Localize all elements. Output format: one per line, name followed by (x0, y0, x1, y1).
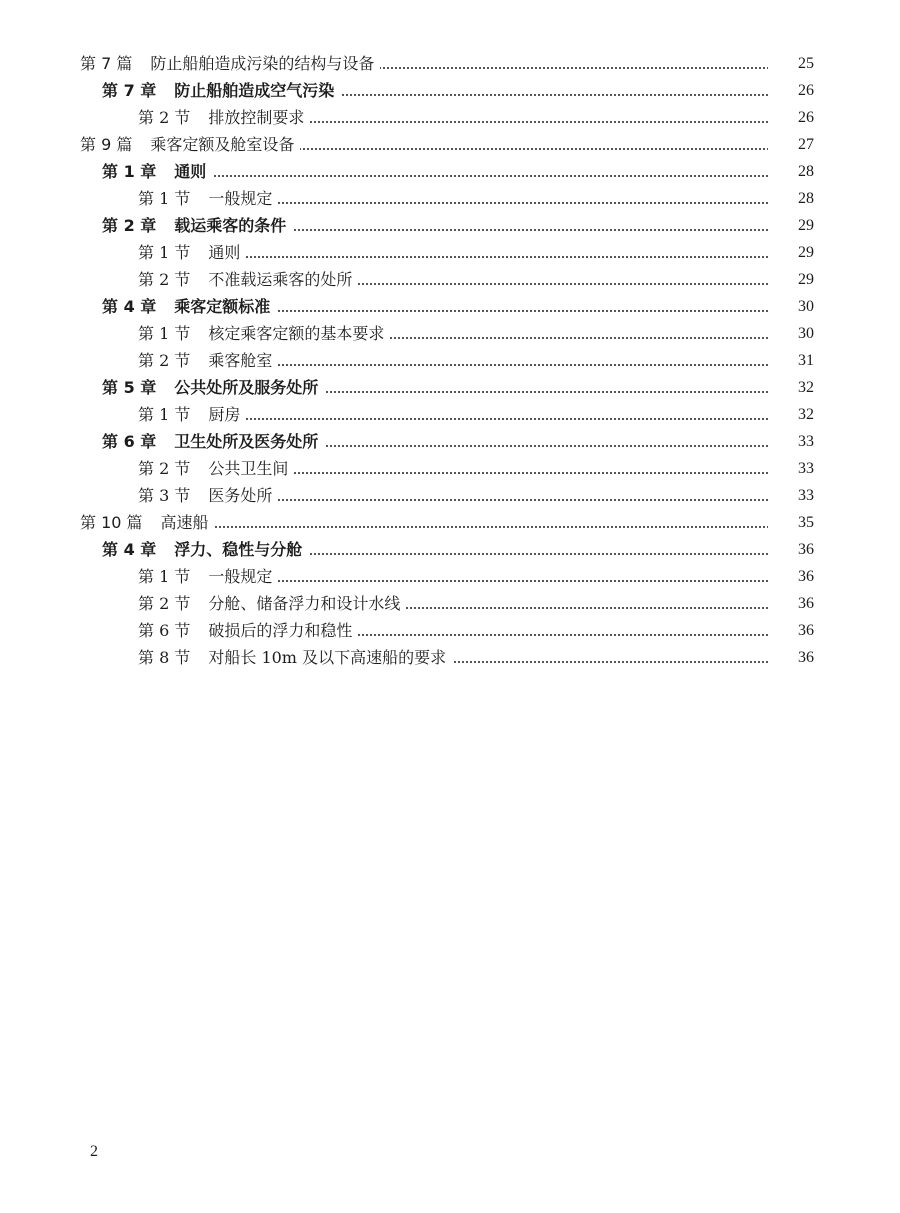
entry-number: 第 4 章 (102, 297, 157, 316)
entry-label (102, 376, 324, 400)
entry-page: 30 (768, 322, 814, 346)
entry-page: 31 (768, 349, 814, 373)
entry-label (102, 538, 308, 562)
entry-number: 第 2 节 (138, 270, 191, 289)
entry-title: 载运乘客的条件 (174, 216, 287, 235)
toc-entry-section[interactable] (0, 592, 900, 616)
entry-page: 36 (768, 538, 814, 562)
entry-title: 对船长 10m 及以下高速船的要求 (208, 648, 447, 667)
toc-entry-section[interactable] (0, 403, 900, 427)
entry-page: 29 (768, 241, 814, 265)
entry-number: 第 2 节 (138, 594, 191, 613)
entry-number: 第 9 篇 (80, 135, 133, 154)
entry-page: 32 (768, 376, 814, 400)
entry-number: 第 8 节 (138, 648, 191, 667)
entry-label (138, 349, 278, 373)
entry-number: 第 1 节 (138, 324, 191, 343)
entry-label (138, 322, 390, 346)
entry-label (138, 268, 358, 292)
entry-title: 分舱、储备浮力和设计水线 (208, 594, 401, 613)
toc-entry-section[interactable] (0, 349, 900, 373)
entry-title: 破损后的浮力和稳性 (208, 621, 353, 640)
toc-entry-section[interactable] (0, 565, 900, 589)
toc-entry-section[interactable] (0, 106, 900, 130)
entry-label (138, 187, 278, 211)
entry-number: 第 2 节 (138, 459, 191, 478)
entry-title: 公共卫生间 (208, 459, 289, 478)
entry-number: 第 4 章 (102, 540, 157, 559)
toc-entry-part[interactable] (0, 511, 900, 535)
entry-page: 29 (768, 214, 814, 238)
entry-label (138, 457, 294, 481)
entry-page: 33 (768, 430, 814, 454)
toc-entry-section[interactable] (0, 646, 900, 670)
toc-entry-section[interactable] (0, 268, 900, 292)
entry-title: 通则 (174, 162, 207, 181)
entry-title: 一般规定 (208, 567, 273, 586)
entry-page: 33 (768, 457, 814, 481)
entry-label (102, 160, 212, 184)
entry-number: 第 6 章 (102, 432, 157, 451)
entry-title: 核定乘客定额的基本要求 (208, 324, 385, 343)
toc-entry-section[interactable] (0, 241, 900, 265)
entry-page: 36 (768, 646, 814, 670)
entry-number: 第 2 节 (138, 351, 191, 370)
entry-number: 第 1 节 (138, 567, 191, 586)
entry-label (138, 403, 246, 427)
entry-title: 高速船 (160, 513, 209, 532)
entry-number: 第 1 节 (138, 243, 191, 262)
toc-entry-chapter[interactable] (0, 79, 900, 103)
entry-page: 26 (768, 79, 814, 103)
entry-title: 卫生处所及医务处所 (174, 432, 319, 451)
entry-title: 不准载运乘客的处所 (208, 270, 353, 289)
entry-page: 30 (768, 295, 814, 319)
toc-entry-chapter[interactable] (0, 430, 900, 454)
entry-title: 医务处所 (208, 486, 273, 505)
entry-page: 28 (768, 187, 814, 211)
toc-entry-chapter[interactable] (0, 295, 900, 319)
toc-entry-section[interactable] (0, 187, 900, 211)
entry-page: 25 (768, 52, 814, 76)
entry-label (138, 565, 278, 589)
entry-label (138, 241, 246, 265)
entry-label (138, 619, 358, 643)
entry-page: 29 (768, 268, 814, 292)
entry-label (138, 646, 452, 670)
entry-label (102, 430, 324, 454)
toc-entry-section[interactable] (0, 484, 900, 508)
entry-page: 26 (768, 106, 814, 130)
entry-number: 第 7 章 (102, 81, 157, 100)
entry-label (138, 484, 278, 508)
entry-label (80, 133, 300, 157)
toc-entry-section[interactable] (0, 457, 900, 481)
entry-title: 厨房 (208, 405, 241, 424)
entry-label (80, 511, 215, 535)
entry-number: 第 6 节 (138, 621, 191, 640)
toc-entry-part[interactable] (0, 52, 900, 76)
entry-title: 防止船舶造成污染的结构与设备 (150, 54, 375, 73)
toc-entry-section[interactable] (0, 619, 900, 643)
entry-title: 乘客舱室 (208, 351, 273, 370)
entry-page: 33 (768, 484, 814, 508)
entry-title: 乘客定额及舱室设备 (150, 135, 295, 154)
toc-entry-chapter[interactable] (0, 214, 900, 238)
entry-label (80, 52, 380, 76)
entry-title: 通则 (208, 243, 241, 262)
entry-label (102, 214, 292, 238)
entry-number: 第 7 篇 (80, 54, 133, 73)
entry-number: 第 1 节 (138, 405, 191, 424)
entry-title: 一般规定 (208, 189, 273, 208)
entry-page: 36 (768, 565, 814, 589)
toc-entry-section[interactable] (0, 322, 900, 346)
toc-entry-chapter[interactable] (0, 160, 900, 184)
entry-number: 第 10 篇 (80, 513, 143, 532)
toc-entry-chapter[interactable] (0, 538, 900, 562)
entry-number: 第 5 章 (102, 378, 157, 397)
entry-page: 35 (768, 511, 814, 535)
entry-label (138, 106, 310, 130)
entry-title: 乘客定额标准 (174, 297, 271, 316)
toc-entry-part[interactable] (0, 133, 900, 157)
entry-page: 27 (768, 133, 814, 157)
page-number: 2 (90, 1143, 98, 1160)
entry-label (102, 79, 340, 103)
entry-title: 公共处所及服务处所 (174, 378, 319, 397)
entry-number: 第 2 章 (102, 216, 157, 235)
entry-number: 第 2 节 (138, 108, 191, 127)
entry-title: 排放控制要求 (208, 108, 305, 127)
entry-title: 防止船舶造成空气污染 (174, 81, 335, 100)
entry-label (138, 592, 406, 616)
entry-title: 浮力、稳性与分舱 (174, 540, 303, 559)
entry-page: 28 (768, 160, 814, 184)
entry-label (102, 295, 276, 319)
entry-page: 32 (768, 403, 814, 427)
entry-number: 第 1 章 (102, 162, 157, 181)
entry-number: 第 3 节 (138, 486, 191, 505)
toc-entry-chapter[interactable] (0, 376, 900, 400)
entry-page: 36 (768, 592, 814, 616)
entry-number: 第 1 节 (138, 189, 191, 208)
entry-page: 36 (768, 619, 814, 643)
